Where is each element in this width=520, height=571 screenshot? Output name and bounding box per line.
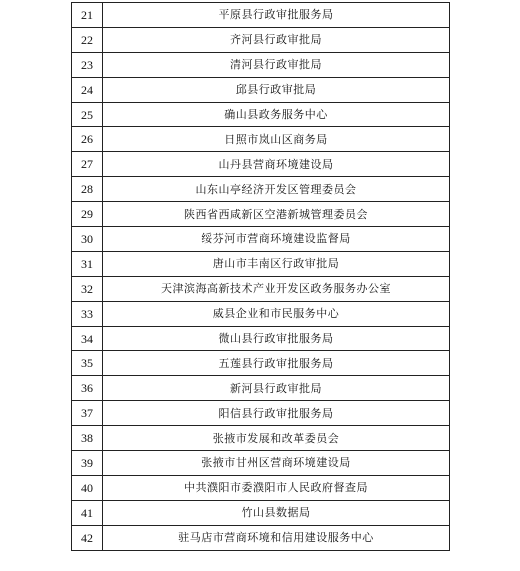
row-number: 30 [72,227,103,252]
organization-table [71,2,450,551]
table-row [72,77,450,102]
organization-name: 齐河县行政审批局 [103,27,450,52]
table-row [72,426,450,451]
organization-name: 山东山亭经济开发区管理委员会 [103,177,450,202]
organization-name: 天津滨海高新技术产业开发区政务服务办公室 [103,276,450,301]
table-row [72,127,450,152]
table-row [72,202,450,227]
row-number: 40 [72,475,103,500]
row-number: 32 [72,276,103,301]
row-number: 39 [72,451,103,476]
table-row [72,152,450,177]
organization-name: 唐山市丰南区行政审批局 [103,251,450,276]
organization-table-body [72,3,450,551]
organization-name: 竹山县数据局 [103,500,450,525]
row-number: 27 [72,152,103,177]
organization-name: 阳信县行政审批服务局 [103,401,450,426]
table-row [72,500,450,525]
row-number: 26 [72,127,103,152]
organization-name: 微山县行政审批服务局 [103,326,450,351]
row-number: 25 [72,102,103,127]
table-row [72,227,450,252]
row-number: 21 [72,3,103,28]
row-number: 34 [72,326,103,351]
row-number: 41 [72,500,103,525]
organization-name: 张掖市甘州区营商环境建设局 [103,451,450,476]
table-row [72,376,450,401]
organization-name: 邱县行政审批局 [103,77,450,102]
table-row [72,52,450,77]
organization-name: 平原县行政审批服务局 [103,3,450,28]
row-number: 37 [72,401,103,426]
row-number: 22 [72,27,103,52]
row-number: 36 [72,376,103,401]
organization-name: 张掖市发展和改革委员会 [103,426,450,451]
table-row [72,525,450,550]
row-number: 33 [72,301,103,326]
organization-name: 五莲县行政审批服务局 [103,351,450,376]
row-number: 42 [72,525,103,550]
organization-name: 陕西省西咸新区空港新城管理委员会 [103,202,450,227]
row-number: 24 [72,77,103,102]
organization-name: 日照市岚山区商务局 [103,127,450,152]
organization-name: 清河县行政审批局 [103,52,450,77]
organization-name: 山丹县营商环境建设局 [103,152,450,177]
organization-name: 中共濮阳市委濮阳市人民政府督查局 [103,475,450,500]
table-row [72,251,450,276]
row-number: 38 [72,426,103,451]
row-number: 31 [72,251,103,276]
organization-name: 确山县政务服务中心 [103,102,450,127]
organization-name: 驻马店市营商环境和信用建设服务中心 [103,525,450,550]
organization-name: 新河县行政审批局 [103,376,450,401]
table-row [72,27,450,52]
row-number: 23 [72,52,103,77]
table-row [72,451,450,476]
row-number: 28 [72,177,103,202]
row-number: 35 [72,351,103,376]
table-row [72,326,450,351]
table-row [72,301,450,326]
table-row [72,401,450,426]
table-row [72,177,450,202]
table-row [72,276,450,301]
table-row [72,351,450,376]
row-number: 29 [72,202,103,227]
table-row [72,475,450,500]
organization-name: 绥芬河市营商环境建设监督局 [103,227,450,252]
table-row [72,3,450,28]
organization-name: 威县企业和市民服务中心 [103,301,450,326]
table-row [72,102,450,127]
